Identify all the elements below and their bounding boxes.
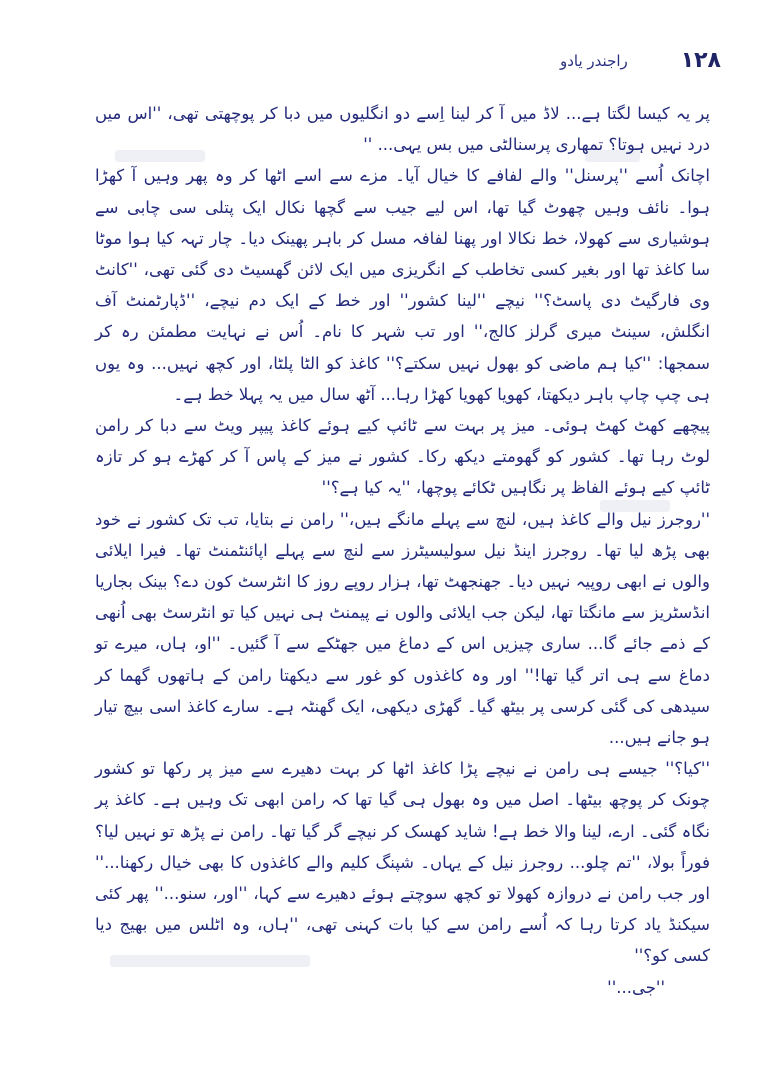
final-line: ''جی...'' [607, 977, 665, 997]
running-head: راجندر یادو [560, 52, 628, 70]
body-text [95, 98, 710, 1003]
page-header [95, 48, 721, 78]
paragraph: پر یہ کیسا لگتا ہے... لاڈ میں آ کر لینا اِسے دو انگلیوں میں دبا کر پوچھتی تھی، ''اس میں درد نہیں ہوتا؟ تمھاری پرسنالٹی میں بس یہی... '' [95, 104, 710, 155]
paragraph: ''روجرز نیل والے کاغذ ہیں، لنچ سے پہلے مانگے ہیں،'' رامن نے بتایا، تب تک کشور نے خود بھی پڑھ لیا تھا۔ روجرز اینڈ نیل سولیسیٹرز سے لنچ سے پہلے اپائنٹمنٹ تھا۔ فیرا ایلائی والوں نے ابھی روپیہ نہیں دیا۔ جھنجھٹ تھا، ہزار روپے روز کا انٹرسٹ کون دے؟ بینک بجاریا انڈسٹریز سے مانگتا تھا، لیکن جب ایلائی والوں نے پیمنٹ ہی نہیں کیا تو انٹرسٹ بھی اُنھی کے ذمے جائے گا... ساری چیزیں اس کے دماغ میں جھٹکے سے آ گئیں۔ ''او، ہاں، میرے تو دماغ سے ہی اتر گیا تھا!'' اور وہ کاغذوں کو غور سے دیکھتا رامن کے ہاتھوں گھما کر سیدھی کی گئی کرسی پر بیٹھ گیا۔ گھڑی دیکھی، ایک گھنٹہ ہے۔ سارے کاغذ اسی بیچ تیار ہو جانے ہیں... [95, 509, 710, 748]
paragraph: پیچھے کھٹ کھٹ ہوئی۔ میز پر بہت سے ٹائپ کیے ہوئے کاغذ پیپر ویٹ سے دبا کر رامن لوٹ رہا تھا۔ کشور کو گھومتے دیکھ رکا۔ کشور نے میز کے پاس آ کر کھڑے ہو کر تازہ ٹائپ کیے ہوئے الفاظ پر نگاہیں ٹکائے پوچھا، ''یہ کیا ہے؟'' [95, 416, 710, 498]
paragraph: ''کیا؟'' جیسے ہی رامن نے نیچے پڑا کاغذ اٹھا کر بہت دھیرے سے میز پر رکھا تو کشور چونک کر پوچھ بیٹھا۔ اصل میں وہ بھول ہی گیا تھا کہ رامن ابھی تک وہیں ہے۔ کاغذ پر نگاہ گئی۔ ارے، لینا والا خط ہے! شاید کھسک کر نیچے گر گیا تھا۔ رامن نے پڑھ تو نہیں لیا؟ فوراً بولا، ''تم چلو... روجرز نیل کے یہاں۔ شپنگ کلیم والے کاغذوں کا بھی خیال رکھنا...'' اور جب رامن نے دروازہ کھولا تو کچھ سوچتے ہوئے دھیرے سے کہا، ''اور، سنو...'' پھر کئی سیکنڈ یاد کرتا رہا کہ اُسے رامن سے کیا بات کہنی تھی، ''ہاں، وہ اٹلس میں بھیج دیا کسی کو؟'' [95, 759, 710, 966]
paragraph: اچانک اُسے ''پرسنل'' والے لفافے کا خیال آیا۔ مزے سے اسے اٹھا کر وہ پھر وہیں آ کھڑا ہوا۔ نائف وہیں چھوٹ گیا تھا، اس لیے جیب سے گچھا نکال ایک پتلی سی چابی سے ہوشیاری سے کھولا، خط نکالا اور پھنا لفافہ مسل کر باہر پھینک دیا۔ چار تہہ کیا ہوا موٹا سا کاغذ تھا اور بغیر کسی تخاطب کے انگریزی میں ایک لائن گھسیٹ دی گئی تھی، ''کانٹ وی فارگیٹ دی پاسٹ؟'' نیچے ''لینا کشور'' اور خط کے ایک دم نیچے، ''ڈپارٹمنٹ آف انگلش، سینٹ میری گرلز کالج،'' اور تب شہر کا نام۔ اُس نے نہایت مطمئن رہ کر سمجھا: ''کیا ہم ماضی کو بھول نہیں سکتے؟'' کاغذ کو الٹا پلٹا، اور کچھ نہیں... وہ یوں ہی چپ چاپ باہر دیکھتا، کھویا کھویا کھڑا رہا... آٹھ سال میں یہ پہلا خط ہے۔ [95, 166, 710, 404]
page-number: ۱۲۸ [680, 48, 721, 73]
